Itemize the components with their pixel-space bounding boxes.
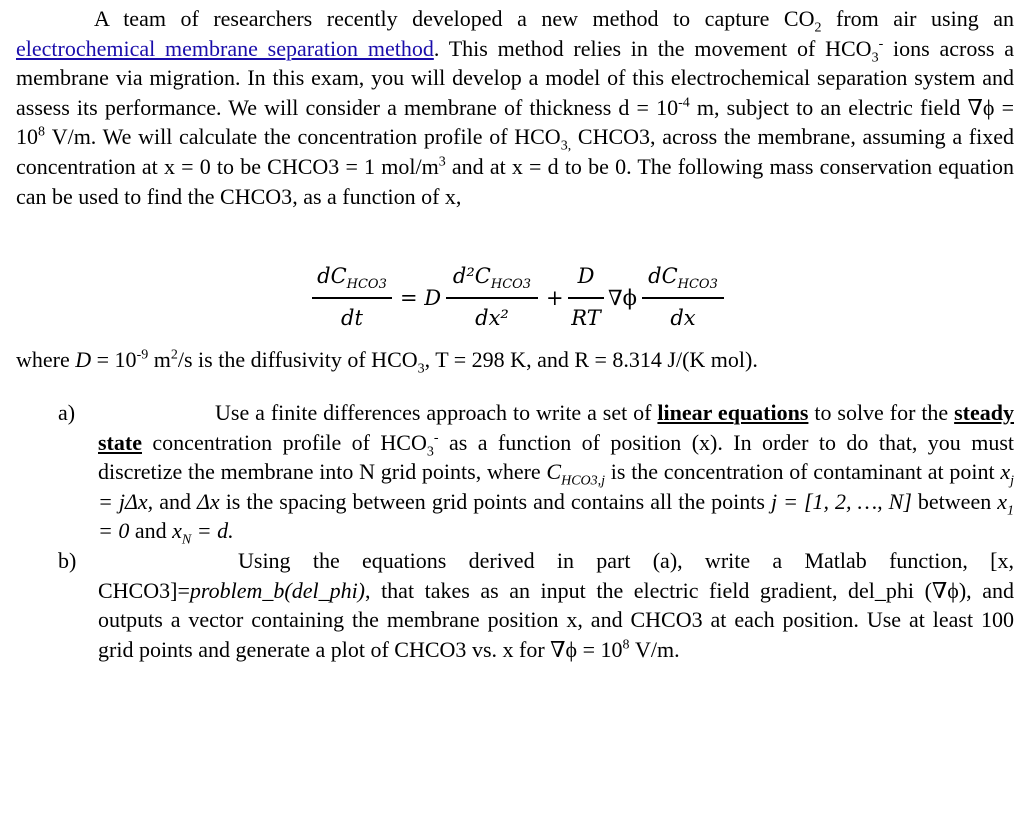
where-sub: 3 bbox=[417, 361, 425, 377]
intro-sub: 3 bbox=[871, 49, 879, 65]
question-a-body bbox=[98, 398, 1014, 546]
qa-italic: Δx bbox=[196, 488, 220, 514]
intro-sup: - bbox=[878, 36, 884, 52]
qb-italic: problem_b(del_phi) bbox=[189, 577, 366, 603]
intro-text: = 1 mol/m bbox=[339, 153, 439, 179]
intro-smallcaps: HCO3, bbox=[592, 124, 656, 150]
fraction-bar bbox=[446, 297, 538, 299]
fraction-bar bbox=[312, 297, 392, 299]
qa-italic: = 0 bbox=[98, 518, 130, 544]
intro-sup: -4 bbox=[678, 95, 690, 111]
where-line bbox=[16, 345, 758, 375]
qb-smallcaps: HCO3 bbox=[645, 607, 703, 633]
qa-bold: steady state bbox=[98, 400, 1015, 455]
question-b-body bbox=[98, 546, 1014, 664]
eq-sub: HCO3 bbox=[490, 277, 532, 293]
intro-text: across the membrane, assuming a fixed concentration at x = 0 to be C bbox=[16, 124, 1014, 179]
qa-text: to solve for the bbox=[808, 400, 955, 425]
qa-italic: N bbox=[181, 532, 192, 548]
intro-sup: 3 bbox=[438, 154, 446, 170]
term2-numerator: D bbox=[577, 264, 595, 288]
eq-text: dC bbox=[648, 264, 678, 288]
method-link[interactable]: electrochemical membrane separation method bbox=[16, 35, 434, 61]
qa-italic: = d. bbox=[191, 518, 234, 544]
intro-smallcaps: HCO3 bbox=[281, 153, 340, 179]
gradient-phi: ∇ϕ bbox=[608, 286, 637, 310]
fraction-bar bbox=[568, 297, 604, 299]
question-a-label: a) bbox=[58, 400, 76, 425]
eq-sub: HCO3 bbox=[677, 277, 718, 293]
qa-italic: x bbox=[172, 518, 182, 544]
qa-text: and bbox=[153, 488, 197, 514]
qa-italic: = jΔx, bbox=[98, 488, 154, 514]
lhs-numerator bbox=[312, 262, 392, 292]
term3-numerator bbox=[642, 262, 724, 292]
intro-text: C bbox=[571, 124, 593, 150]
qb-text: vs. x for ∇ϕ = 10 bbox=[466, 636, 623, 662]
qa-text: as a function of position (x). In order to do that, you must discretize the membrane into N grid points, where bbox=[98, 429, 1014, 485]
qa-italic: C bbox=[546, 459, 562, 485]
where-text: where bbox=[16, 347, 76, 372]
qa-italic: HCO3,j bbox=[561, 473, 606, 489]
qa-italic: j bbox=[1010, 473, 1014, 489]
qa-text: concentration profile of HCO bbox=[141, 429, 427, 455]
question-b bbox=[16, 546, 1014, 664]
plus-sign: + bbox=[546, 286, 564, 310]
intro-sub: 2 bbox=[814, 20, 822, 36]
where-text: /s is the diffusivity of HCO bbox=[177, 347, 418, 372]
intro-text: . This method relies in the movement of HCO bbox=[433, 35, 872, 61]
qb-text: , that takes as an input the electric field gradient, del_phi (∇ϕ), and outputs a vector containing the membrane position x, and C bbox=[98, 577, 1014, 633]
qb-sup: 8 bbox=[622, 637, 630, 653]
qb-smallcaps: HCO3 bbox=[408, 636, 467, 662]
question-a bbox=[16, 398, 1014, 546]
qa-italic: j = [1, 2, …, N] bbox=[770, 488, 912, 514]
qa-italic: x bbox=[997, 488, 1007, 514]
lhs-denominator: dt bbox=[341, 306, 363, 330]
qa-text: Use a finite differences approach to write a set of bbox=[215, 400, 658, 425]
intro-text: V/m. We will calculate the concentration profile of HCO bbox=[45, 124, 561, 150]
intro-text: , as a function of x, bbox=[292, 183, 462, 209]
term1-numerator bbox=[446, 262, 538, 292]
where-text: , T = 298 K, and R = 8.314 J/(K mol). bbox=[424, 347, 758, 372]
qa-text: is the concentration of contaminant at point bbox=[605, 459, 1001, 485]
intro-smallcaps: HCO3 bbox=[234, 183, 293, 209]
where-text: = 10 bbox=[91, 347, 137, 372]
qa-sub: 3 bbox=[426, 443, 434, 459]
fraction-bar bbox=[642, 297, 724, 299]
qa-bold: linear equations bbox=[657, 400, 809, 425]
qa-italic: 1 bbox=[1007, 503, 1014, 519]
qb-text: V/m. bbox=[629, 636, 680, 662]
where-var: D bbox=[75, 347, 92, 372]
where-text: m bbox=[148, 347, 171, 372]
term2-denominator: RT bbox=[571, 306, 601, 330]
intro-text: from air using an bbox=[821, 6, 1014, 31]
eq-text: d²C bbox=[452, 264, 491, 288]
intro-text: and at x = d to be 0. The following mass conservation equation can be used to find the C bbox=[16, 153, 1014, 209]
term1-denominator: dx² bbox=[475, 306, 509, 330]
intro-text: ions across a membrane via migration. In this exam, you will develop a model of this electrochemical separation system and assess its performance. We will consider a membrane of thickness d = 10 bbox=[16, 35, 1014, 120]
term3-denominator: dx bbox=[670, 306, 696, 330]
mass-conservation-equation bbox=[312, 262, 732, 334]
intro-text: A team of researchers recently developed a new method to capture CO bbox=[94, 6, 815, 31]
question-b-label: b) bbox=[58, 548, 77, 573]
eq-sub: HCO3 bbox=[346, 277, 387, 293]
intro-text: m, subject to an electric field ∇ϕ = 10 bbox=[16, 94, 1014, 150]
equals-d: = D bbox=[400, 286, 442, 310]
where-sup: -9 bbox=[136, 347, 149, 363]
qa-text: between bbox=[911, 488, 998, 514]
where-sup: 2 bbox=[170, 347, 178, 363]
intro-sub: 3, bbox=[560, 138, 572, 154]
qa-sup: - bbox=[433, 430, 439, 446]
qa-text: is the spacing between grid points and contains all the points bbox=[219, 488, 771, 514]
qb-text: at each position. Use at least 100 grid points and generate a plot of C bbox=[98, 607, 1014, 662]
intro-sup: 8 bbox=[38, 125, 45, 141]
qb-text: Using the equations derived in part (a), write a Matlab function, [x, CHCO3]= bbox=[98, 548, 1014, 603]
qa-text: and bbox=[129, 518, 173, 544]
qa-italic: x bbox=[1000, 459, 1011, 485]
intro-paragraph bbox=[16, 4, 1014, 211]
eq-text: dC bbox=[317, 264, 347, 288]
